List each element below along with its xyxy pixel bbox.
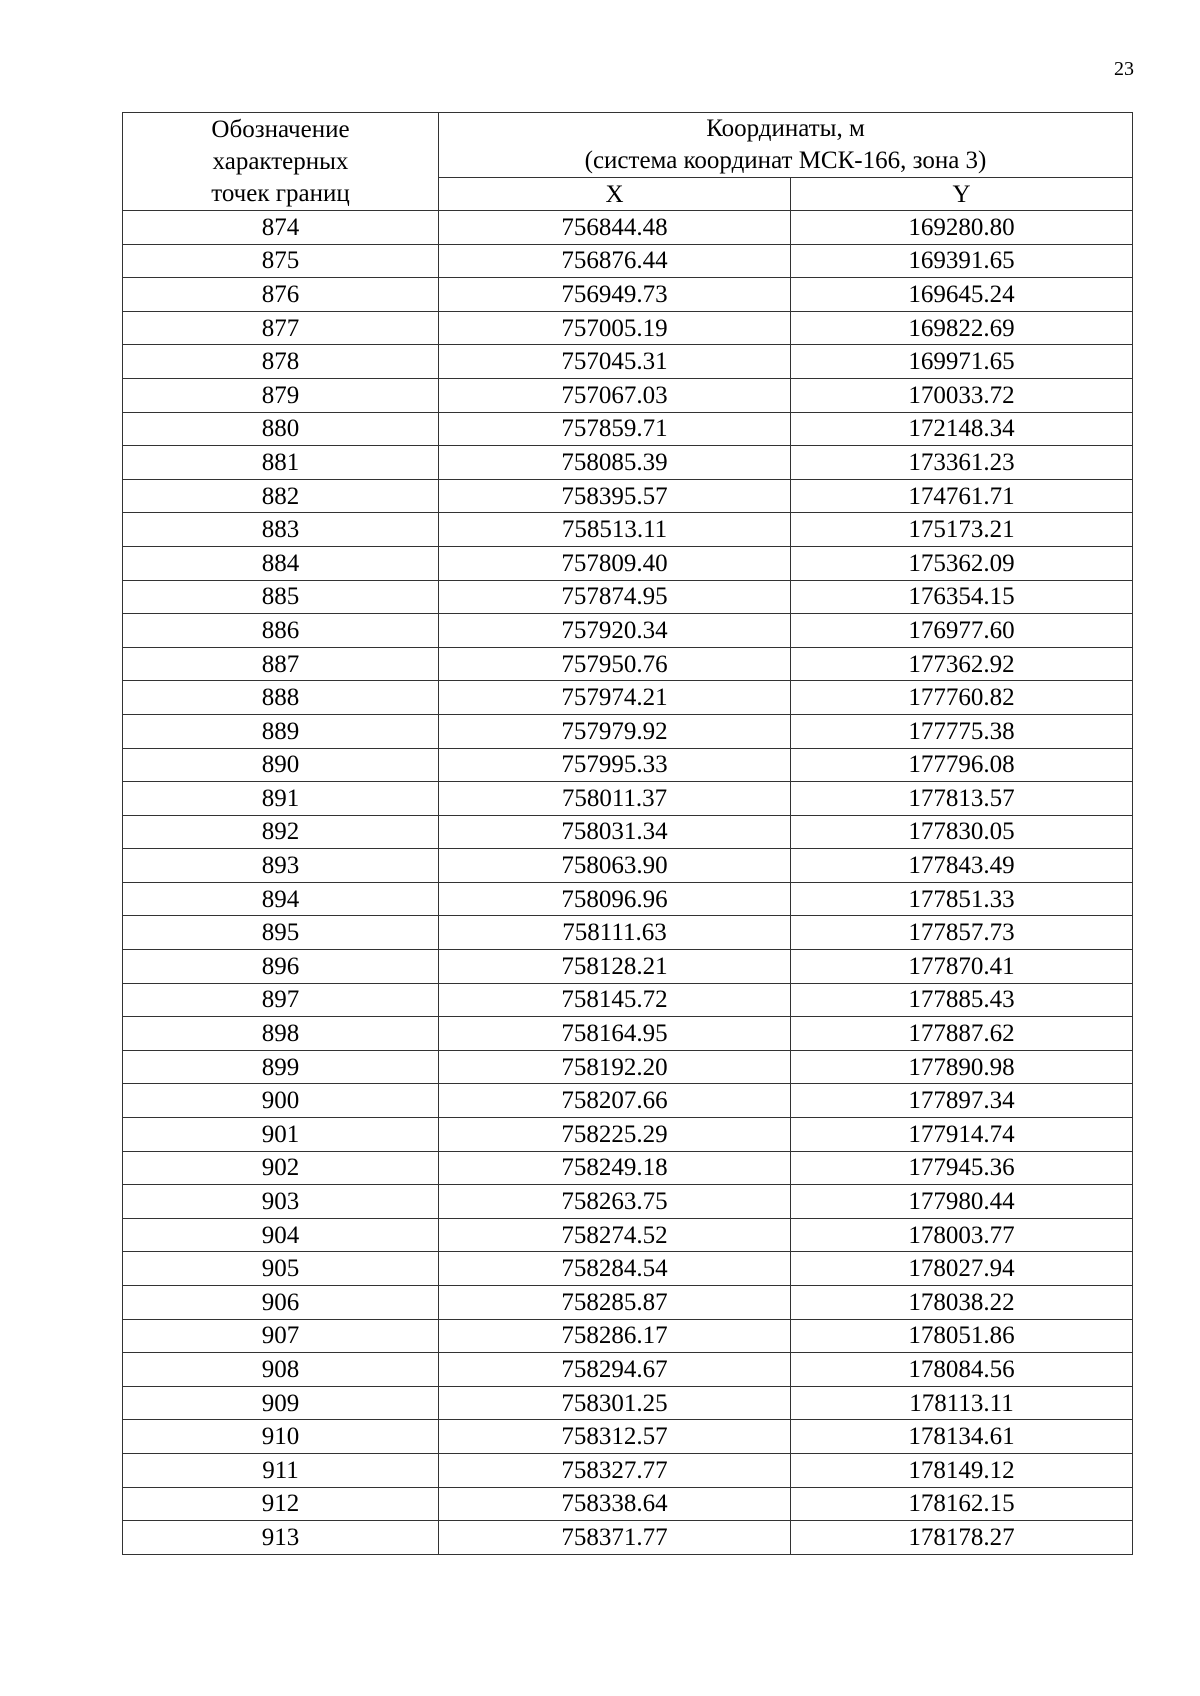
point-id-cell: 887 xyxy=(123,647,439,681)
point-id-cell: 910 xyxy=(123,1420,439,1454)
y-coordinate-cell: 177914.74 xyxy=(791,1118,1133,1152)
table-row xyxy=(123,1050,1133,1084)
table-row xyxy=(123,815,1133,849)
x-coordinate-cell: 758225.29 xyxy=(439,1118,791,1152)
table-row xyxy=(123,1386,1133,1420)
header-x: X xyxy=(439,178,791,211)
x-coordinate-cell: 756949.73 xyxy=(439,278,791,312)
y-coordinate-cell: 178084.56 xyxy=(791,1353,1133,1387)
y-coordinate-cell: 172148.34 xyxy=(791,412,1133,446)
x-coordinate-cell: 757979.92 xyxy=(439,714,791,748)
header-y: Y xyxy=(791,178,1133,211)
x-coordinate-cell: 757859.71 xyxy=(439,412,791,446)
header-coordinates xyxy=(439,113,1133,178)
point-id-cell: 913 xyxy=(123,1521,439,1555)
x-coordinate-cell: 757995.33 xyxy=(439,748,791,782)
x-coordinate-cell: 758312.57 xyxy=(439,1420,791,1454)
y-coordinate-cell: 177796.08 xyxy=(791,748,1133,782)
point-id-cell: 898 xyxy=(123,1017,439,1051)
y-coordinate-cell: 178149.12 xyxy=(791,1453,1133,1487)
point-id-cell: 880 xyxy=(123,412,439,446)
point-id-cell: 890 xyxy=(123,748,439,782)
x-coordinate-cell: 758284.54 xyxy=(439,1252,791,1286)
point-id-cell: 911 xyxy=(123,1453,439,1487)
y-coordinate-cell: 177897.34 xyxy=(791,1084,1133,1118)
point-id-cell: 908 xyxy=(123,1353,439,1387)
y-coordinate-cell: 177857.73 xyxy=(791,916,1133,950)
table-row xyxy=(123,244,1133,278)
point-id-cell: 900 xyxy=(123,1084,439,1118)
point-id-cell: 909 xyxy=(123,1386,439,1420)
point-id-cell: 903 xyxy=(123,1185,439,1219)
table-header xyxy=(123,113,1133,211)
x-coordinate-cell: 756844.48 xyxy=(439,211,791,245)
x-coordinate-cell: 757005.19 xyxy=(439,311,791,345)
x-coordinate-cell: 757045.31 xyxy=(439,345,791,379)
y-coordinate-cell: 173361.23 xyxy=(791,446,1133,480)
point-id-cell: 885 xyxy=(123,580,439,614)
table-row xyxy=(123,1185,1133,1219)
table-row xyxy=(123,782,1133,816)
point-id-cell: 912 xyxy=(123,1487,439,1521)
y-coordinate-cell: 177843.49 xyxy=(791,849,1133,883)
x-coordinate-cell: 758063.90 xyxy=(439,849,791,883)
y-coordinate-cell: 177851.33 xyxy=(791,882,1133,916)
x-coordinate-cell: 758145.72 xyxy=(439,983,791,1017)
table-row xyxy=(123,614,1133,648)
header-coordinates-line: (система координат МСК-166, зона 3) xyxy=(584,147,987,174)
x-coordinate-cell: 758128.21 xyxy=(439,950,791,984)
y-coordinate-cell: 178162.15 xyxy=(791,1487,1133,1521)
table-row xyxy=(123,647,1133,681)
table-row xyxy=(123,1286,1133,1320)
x-coordinate-cell: 758192.20 xyxy=(439,1050,791,1084)
point-id-cell: 882 xyxy=(123,479,439,513)
y-coordinate-cell: 174761.71 xyxy=(791,479,1133,513)
y-coordinate-cell: 176977.60 xyxy=(791,614,1133,648)
table-row xyxy=(123,1521,1133,1555)
x-coordinate-cell: 756876.44 xyxy=(439,244,791,278)
x-coordinate-cell: 757067.03 xyxy=(439,378,791,412)
y-coordinate-cell: 169280.80 xyxy=(791,211,1133,245)
x-coordinate-cell: 758338.64 xyxy=(439,1487,791,1521)
x-coordinate-cell: 758285.87 xyxy=(439,1286,791,1320)
y-coordinate-cell: 177980.44 xyxy=(791,1185,1133,1219)
x-coordinate-cell: 758111.63 xyxy=(439,916,791,950)
point-id-cell: 906 xyxy=(123,1286,439,1320)
table-row xyxy=(123,446,1133,480)
table-row xyxy=(123,1252,1133,1286)
point-id-cell: 896 xyxy=(123,950,439,984)
y-coordinate-cell: 175173.21 xyxy=(791,513,1133,547)
x-coordinate-cell: 757950.76 xyxy=(439,647,791,681)
point-id-cell: 897 xyxy=(123,983,439,1017)
table-row xyxy=(123,1017,1133,1051)
point-id-cell: 895 xyxy=(123,916,439,950)
y-coordinate-cell: 177870.41 xyxy=(791,950,1133,984)
x-coordinate-cell: 757809.40 xyxy=(439,546,791,580)
table-row xyxy=(123,211,1133,245)
y-coordinate-cell: 169645.24 xyxy=(791,278,1133,312)
y-coordinate-cell: 178113.11 xyxy=(791,1386,1133,1420)
point-id-cell: 876 xyxy=(123,278,439,312)
point-id-cell: 886 xyxy=(123,614,439,648)
point-id-cell: 899 xyxy=(123,1050,439,1084)
x-coordinate-cell: 758249.18 xyxy=(439,1151,791,1185)
y-coordinate-cell: 177890.98 xyxy=(791,1050,1133,1084)
y-coordinate-cell: 177813.57 xyxy=(791,782,1133,816)
header-row-main xyxy=(123,113,1133,178)
y-coordinate-cell: 177362.92 xyxy=(791,647,1133,681)
x-coordinate-cell: 758164.95 xyxy=(439,1017,791,1051)
table-row xyxy=(123,278,1133,312)
point-id-cell: 905 xyxy=(123,1252,439,1286)
table-row xyxy=(123,345,1133,379)
table-row xyxy=(123,1084,1133,1118)
table-row xyxy=(123,1453,1133,1487)
table-row xyxy=(123,580,1133,614)
x-coordinate-cell: 758263.75 xyxy=(439,1185,791,1219)
table-row xyxy=(123,479,1133,513)
y-coordinate-cell: 177945.36 xyxy=(791,1151,1133,1185)
x-coordinate-cell: 757974.21 xyxy=(439,681,791,715)
point-id-cell: 881 xyxy=(123,446,439,480)
table-row xyxy=(123,378,1133,412)
y-coordinate-cell: 169822.69 xyxy=(791,311,1133,345)
table-row xyxy=(123,1353,1133,1387)
x-coordinate-cell: 758274.52 xyxy=(439,1218,791,1252)
x-coordinate-cell: 758286.17 xyxy=(439,1319,791,1353)
point-id-cell: 894 xyxy=(123,882,439,916)
point-id-cell: 879 xyxy=(123,378,439,412)
table-row xyxy=(123,412,1133,446)
x-coordinate-cell: 758207.66 xyxy=(439,1084,791,1118)
point-id-cell: 888 xyxy=(123,681,439,715)
table-row xyxy=(123,1218,1133,1252)
x-coordinate-cell: 757920.34 xyxy=(439,614,791,648)
table-row xyxy=(123,950,1133,984)
table-row xyxy=(123,1487,1133,1521)
point-id-cell: 901 xyxy=(123,1118,439,1152)
y-coordinate-cell: 178051.86 xyxy=(791,1319,1133,1353)
y-coordinate-cell: 170033.72 xyxy=(791,378,1133,412)
table-row xyxy=(123,916,1133,950)
coordinates-table xyxy=(122,112,1133,1555)
point-id-cell: 878 xyxy=(123,345,439,379)
y-coordinate-cell: 178027.94 xyxy=(791,1252,1133,1286)
point-id-cell: 877 xyxy=(123,311,439,345)
table-row xyxy=(123,714,1133,748)
point-id-cell: 892 xyxy=(123,815,439,849)
y-coordinate-cell: 178003.77 xyxy=(791,1218,1133,1252)
y-coordinate-cell: 177885.43 xyxy=(791,983,1133,1017)
y-coordinate-cell: 177887.62 xyxy=(791,1017,1133,1051)
y-coordinate-cell: 169971.65 xyxy=(791,345,1133,379)
table-row xyxy=(123,882,1133,916)
table-row xyxy=(123,681,1133,715)
x-coordinate-cell: 758096.96 xyxy=(439,882,791,916)
point-id-cell: 883 xyxy=(123,513,439,547)
table-row xyxy=(123,1118,1133,1152)
x-coordinate-cell: 757874.95 xyxy=(439,580,791,614)
y-coordinate-cell: 178134.61 xyxy=(791,1420,1133,1454)
header-point-designation-line: характерных xyxy=(212,147,349,175)
table-row xyxy=(123,849,1133,883)
point-id-cell: 904 xyxy=(123,1218,439,1252)
page-number: 23 xyxy=(1114,58,1134,80)
x-coordinate-cell: 758294.67 xyxy=(439,1353,791,1387)
y-coordinate-cell: 178038.22 xyxy=(791,1286,1133,1320)
x-coordinate-cell: 758085.39 xyxy=(439,446,791,480)
x-coordinate-cell: 758513.11 xyxy=(439,513,791,547)
x-coordinate-cell: 758327.77 xyxy=(439,1453,791,1487)
header-point-designation xyxy=(123,113,439,211)
y-coordinate-cell: 177760.82 xyxy=(791,681,1133,715)
table-row xyxy=(123,1420,1133,1454)
point-id-cell: 902 xyxy=(123,1151,439,1185)
point-id-cell: 889 xyxy=(123,714,439,748)
table-row xyxy=(123,1319,1133,1353)
y-coordinate-cell: 177830.05 xyxy=(791,815,1133,849)
table-row xyxy=(123,983,1133,1017)
y-coordinate-cell: 175362.09 xyxy=(791,546,1133,580)
x-coordinate-cell: 758371.77 xyxy=(439,1521,791,1555)
y-coordinate-cell: 178178.27 xyxy=(791,1521,1133,1555)
table-row xyxy=(123,748,1133,782)
x-coordinate-cell: 758011.37 xyxy=(439,782,791,816)
x-coordinate-cell: 758301.25 xyxy=(439,1386,791,1420)
point-id-cell: 875 xyxy=(123,244,439,278)
header-point-designation-line: Обозначение xyxy=(211,115,350,143)
table-body xyxy=(123,211,1133,1555)
point-id-cell: 874 xyxy=(123,211,439,245)
header-point-designation-line: точек границ xyxy=(211,179,350,207)
point-id-cell: 891 xyxy=(123,782,439,816)
x-coordinate-cell: 758395.57 xyxy=(439,479,791,513)
table-row xyxy=(123,546,1133,580)
table-row xyxy=(123,311,1133,345)
y-coordinate-cell: 177775.38 xyxy=(791,714,1133,748)
y-coordinate-cell: 176354.15 xyxy=(791,580,1133,614)
point-id-cell: 884 xyxy=(123,546,439,580)
x-coordinate-cell: 758031.34 xyxy=(439,815,791,849)
header-coordinates-line: Координаты, м xyxy=(706,115,865,142)
point-id-cell: 907 xyxy=(123,1319,439,1353)
table-row xyxy=(123,1151,1133,1185)
table-row xyxy=(123,513,1133,547)
point-id-cell: 893 xyxy=(123,849,439,883)
y-coordinate-cell: 169391.65 xyxy=(791,244,1133,278)
